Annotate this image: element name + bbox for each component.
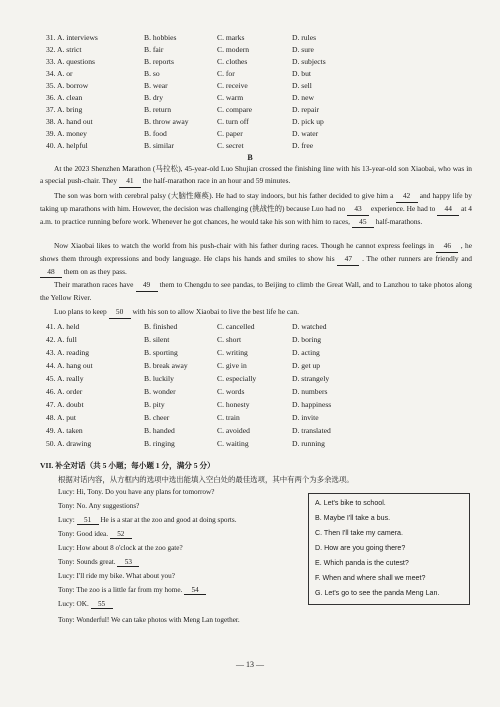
option-d: D. running xyxy=(292,439,325,448)
passage-text: them on as they pass. xyxy=(63,266,127,276)
passage-text: and happy life by taking up marathons with him. However, the decision was challenging (挑战性的) because Luo had no xyxy=(40,191,473,213)
option-a: 35. A. borrow xyxy=(46,81,89,90)
dialogue-line xyxy=(58,516,237,525)
dialogue-text: Lucy: Hi, Tony. Do you have any plans for tomorrow? xyxy=(58,488,215,496)
option-b: B. luckily xyxy=(144,374,174,383)
section-7-instruction: 根据对话内容，从方框内的选项中选出能填入空白处的最佳选项，其中有两个为多余选项。 xyxy=(58,475,354,484)
dialogue-text: Lucy: OK. xyxy=(58,600,89,608)
choice-item: B. Maybe I'll take a bus. xyxy=(315,514,391,522)
option-d: D. acting xyxy=(292,348,320,357)
option-c: C. waiting xyxy=(217,439,249,448)
passage-text: . The other runners are friendly and xyxy=(362,253,472,263)
blank-43: 43 xyxy=(347,203,369,216)
option-row xyxy=(0,387,500,398)
option-row xyxy=(0,45,500,56)
dialogue-line xyxy=(58,600,113,609)
option-b: B. ringing xyxy=(144,439,175,448)
option-c: C. give in xyxy=(217,361,247,370)
option-c: C. writing xyxy=(217,348,248,357)
passage-text: The son was born with cerebral palsy (大脑性瘫痪). He had to stay indoors, but his father decided to give him a xyxy=(54,191,394,200)
option-b: B. throw away xyxy=(144,117,189,126)
option-c: C. cancelled xyxy=(217,322,255,331)
dialogue-text: Lucy: I'll ride my bike. What about you? xyxy=(58,572,175,580)
option-c: C. avoided xyxy=(217,426,250,435)
option-d: D. sell xyxy=(292,81,312,90)
option-b: B. handed xyxy=(144,426,175,435)
option-c: C. especially xyxy=(217,374,257,383)
option-c: C. receive xyxy=(217,81,248,90)
option-row xyxy=(0,117,500,128)
option-b: B. wonder xyxy=(144,387,176,396)
passage-text: at 4 a.m. to practice running before work. Whenever he got chances, he would take his son with him to races, xyxy=(40,203,472,226)
option-a: 42. A. full xyxy=(46,335,77,344)
blank-51: 51 xyxy=(77,516,99,525)
option-a: 33. A. questions xyxy=(46,57,95,66)
option-b: B. dry xyxy=(144,93,163,102)
option-b: B. silent xyxy=(144,335,170,344)
choice-item: C. Then I'll take my camera. xyxy=(315,529,403,537)
passage-paragraph-5 xyxy=(40,306,472,319)
passage-text: Now Xiaobai likes to watch the world from his push-chair with his father during races. Though he cannot express feelings in xyxy=(54,241,434,250)
blank-42: 42 xyxy=(396,190,418,203)
passage-text: them to Chengdu to see pandas, to Beijing to climb the Great Wall, and to Lanzhou to take photos along the Yellow River. xyxy=(40,280,473,302)
blank-52: 52 xyxy=(110,530,132,539)
passage-text: with his son to allow Xiaobai to live the best life he can. xyxy=(132,307,299,316)
option-a: 50. A. drawing xyxy=(46,439,92,448)
option-a: 39. A. money xyxy=(46,129,87,138)
option-row xyxy=(0,33,500,44)
choice-item: G. Let's go to see the panda Meng Lan. xyxy=(315,589,440,597)
passage-text: , he shows them through expressions and body language. He claps his hands and smiles to show his xyxy=(40,241,473,263)
option-a: 41. A. held xyxy=(46,322,80,331)
passage-text: the half-marathon race in an hour and 59 minutes. xyxy=(142,175,291,185)
choice-item: D. How are you going there? xyxy=(315,544,406,552)
option-b: B. wear xyxy=(144,81,168,90)
option-row xyxy=(0,439,500,450)
option-row xyxy=(0,105,500,116)
option-d: D. boring xyxy=(292,335,322,344)
option-c: C. modern xyxy=(217,45,250,54)
option-b: B. similar xyxy=(144,141,174,150)
option-a: 36. A. clean xyxy=(46,93,83,102)
option-d: D. water xyxy=(292,129,319,138)
option-c: C. warm xyxy=(217,93,244,102)
section-heading: VII. 补全对话（共 5 小题；每小题 1 分，满分 5 分） xyxy=(40,461,215,470)
option-a: 40. A. helpful xyxy=(46,141,88,150)
option-a: 49. A. taken xyxy=(46,426,83,435)
option-b: B. finished xyxy=(144,322,178,331)
dialogue-line xyxy=(58,502,139,510)
blank-55: 55 xyxy=(91,600,113,609)
option-a: 43. A. reading xyxy=(46,348,90,357)
dialogue-line xyxy=(58,572,175,580)
option-a: 45. A. really xyxy=(46,374,84,383)
option-b: B. pity xyxy=(144,400,165,409)
option-c: C. words xyxy=(217,387,245,396)
option-d: D. free xyxy=(292,141,314,150)
option-d: D. get up xyxy=(292,361,321,370)
option-a: 38. A. hand out xyxy=(46,117,93,126)
dialogue-text: He is a star at the zoo and good at doing sports. xyxy=(100,516,237,524)
blank-54: 54 xyxy=(184,586,206,595)
option-d: D. pick up xyxy=(292,117,324,126)
option-c: C. marks xyxy=(217,33,245,42)
dialogue-text: Tony: Wonderful! We can take photos with Meng Lan together. xyxy=(58,616,240,624)
option-a: 32. A. strict xyxy=(46,45,82,54)
option-row xyxy=(0,81,500,92)
option-d: D. invite xyxy=(292,413,319,422)
page-number: — 13 — xyxy=(236,660,264,669)
blank-53: 53 xyxy=(117,558,139,567)
option-row xyxy=(0,348,500,359)
blank-47: 47 xyxy=(337,253,359,266)
option-row xyxy=(0,322,500,333)
passage-paragraph-2 xyxy=(40,190,472,228)
option-c: C. paper xyxy=(217,129,243,138)
option-c: C. compare xyxy=(217,105,253,114)
option-a: 34. A. or xyxy=(46,69,73,78)
option-row xyxy=(0,413,500,424)
blank-41: 41 xyxy=(119,175,141,188)
option-b: B. return xyxy=(144,105,171,114)
option-c: C. clothes xyxy=(217,57,248,66)
passage-paragraph-4 xyxy=(40,279,472,304)
passage-text: Their marathon races have xyxy=(54,280,134,289)
option-c: C. turn off xyxy=(217,117,249,126)
option-row xyxy=(0,141,500,152)
blank-45: 45 xyxy=(352,216,374,229)
option-c: C. train xyxy=(217,413,240,422)
option-row xyxy=(0,426,500,437)
dialogue-line xyxy=(58,488,214,496)
dialogue-line xyxy=(58,530,132,539)
passage-paragraph-1 xyxy=(40,163,472,188)
option-d: D. happiness xyxy=(292,400,332,409)
option-d: D. numbers xyxy=(292,387,328,396)
dialogue-text: Tony: Good idea. xyxy=(58,530,108,538)
option-d: D. translated xyxy=(292,426,331,435)
option-row xyxy=(0,374,500,385)
option-a: 44. A. hang out xyxy=(46,361,93,370)
choice-item: F. When and where shall we meet? xyxy=(315,574,426,582)
option-c: C. short xyxy=(217,335,242,344)
passage-text: half-marathons. xyxy=(375,216,423,226)
dialogue-text: Lucy: How about 8 o'clock at the zoo gate? xyxy=(58,544,183,552)
option-d: D. sure xyxy=(292,45,314,54)
section-7-heading xyxy=(40,460,480,471)
dialogue-line xyxy=(58,616,240,624)
option-row xyxy=(0,400,500,411)
option-row xyxy=(0,93,500,104)
option-b: B. sporting xyxy=(144,348,178,357)
option-d: D. repair xyxy=(292,105,319,114)
option-b: B. food xyxy=(144,129,167,138)
option-d: D. strangely xyxy=(292,374,330,383)
blank-50: 50 xyxy=(109,306,131,319)
option-d: D. watched xyxy=(292,322,327,331)
option-a: 47. A. doubt xyxy=(46,400,84,409)
option-c: C. for xyxy=(217,69,235,78)
section-b-label: B xyxy=(247,153,253,162)
passage-text: experience. He had to xyxy=(370,203,436,213)
option-b: B. fair xyxy=(144,45,164,54)
option-a: 48. A. put xyxy=(46,413,76,422)
dialogue-text: Lucy: xyxy=(58,516,75,524)
choice-item: E. Which panda is the cutest? xyxy=(315,559,409,567)
option-row xyxy=(0,129,500,140)
option-row xyxy=(0,335,500,346)
passage-text: Luo plans to keep xyxy=(54,307,107,316)
option-row xyxy=(0,361,500,372)
blank-46: 46 xyxy=(436,240,458,253)
blank-49: 49 xyxy=(136,279,158,292)
option-b: B. cheer xyxy=(144,413,170,422)
option-d: D. subjects xyxy=(292,57,326,66)
option-b: B. break away xyxy=(144,361,188,370)
passage-text: At the 2023 Shenzhen Marathon (马拉松), 45-year-old Luo Shujian crossed the finishing line with his 13-year-old son Xiaobai, who was in a special push-chair. They xyxy=(40,164,472,185)
dialogue-text: Tony: No. Any suggestions? xyxy=(58,502,140,510)
dialogue-text: Tony: Sounds great. xyxy=(58,558,116,566)
option-row xyxy=(0,69,500,80)
option-b: B. so xyxy=(144,69,160,78)
option-c: C. secret xyxy=(217,141,244,150)
choice-item: A. Let's bike to school. xyxy=(315,499,386,507)
option-d: D. new xyxy=(292,93,314,102)
option-d: D. rules xyxy=(292,33,317,42)
option-a: 37. A. bring xyxy=(46,105,83,114)
dialogue-line xyxy=(58,544,183,552)
option-row xyxy=(0,57,500,68)
dialogue-line xyxy=(58,586,206,595)
blank-44: 44 xyxy=(437,203,459,216)
option-b: B. hobbies xyxy=(144,33,177,42)
dialogue-text: Tony: The zoo is a little far from my home. xyxy=(58,586,183,594)
blank-48: 48 xyxy=(40,266,62,279)
option-c: C. honesty xyxy=(217,400,250,409)
dialogue-line xyxy=(58,558,139,567)
option-a: 46. A. order xyxy=(46,387,83,396)
option-b: B. reports xyxy=(144,57,174,66)
option-a: 31. A. interviews xyxy=(46,33,98,42)
option-d: D. but xyxy=(292,69,311,78)
passage-paragraph-3 xyxy=(40,240,472,278)
choices-box xyxy=(308,493,470,605)
